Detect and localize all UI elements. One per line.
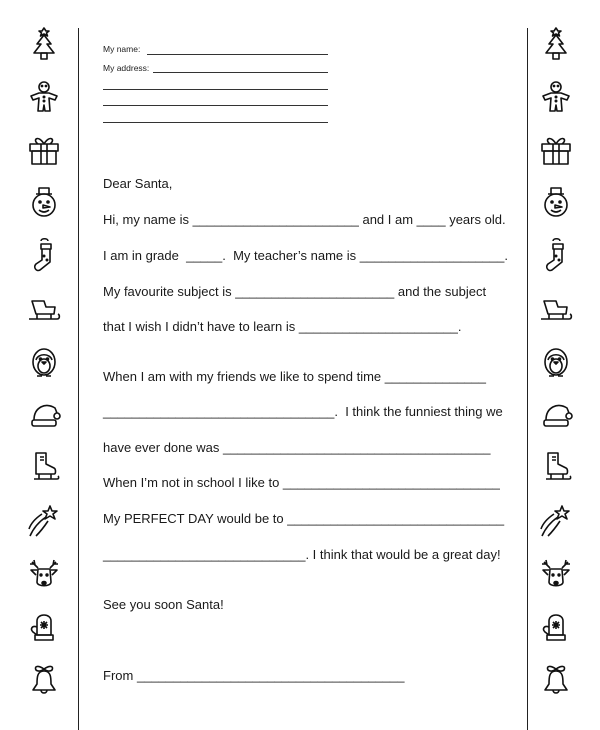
gingerbread-man-icon bbox=[24, 77, 64, 117]
santa-hat-icon bbox=[24, 395, 64, 435]
gift-box-icon bbox=[536, 130, 576, 170]
letter-line: have ever done was _____________________________________ bbox=[103, 440, 491, 455]
penguin-icon bbox=[536, 342, 576, 382]
letter-line: that I wish I didn’t have to learn is ______________________. bbox=[103, 319, 462, 334]
greeting: Dear Santa, bbox=[103, 176, 173, 191]
christmas-tree-icon bbox=[536, 24, 576, 64]
gingerbread-man-icon bbox=[536, 77, 576, 117]
santa-hat-icon bbox=[536, 395, 576, 435]
snowman-icon bbox=[24, 183, 64, 223]
letter-line: ____________________________. I think that would be a great day! bbox=[103, 547, 501, 562]
my-name-label: My name: bbox=[103, 44, 141, 54]
my-address-field[interactable] bbox=[153, 72, 328, 73]
sleigh-icon bbox=[536, 289, 576, 329]
address-line-3[interactable] bbox=[103, 105, 328, 106]
reindeer-icon bbox=[24, 554, 64, 594]
letter-line: I am in grade _____. My teacher’s name is ____________________. bbox=[103, 248, 508, 263]
shooting-star-icon bbox=[24, 501, 64, 541]
mitten-icon bbox=[24, 607, 64, 647]
address-line-4[interactable] bbox=[103, 122, 328, 123]
snowman-icon bbox=[536, 183, 576, 223]
shooting-star-icon bbox=[536, 501, 576, 541]
my-address-label: My address: bbox=[103, 63, 150, 73]
christmas-tree-icon bbox=[24, 24, 64, 64]
left-margin-rule bbox=[78, 28, 79, 730]
sleigh-icon bbox=[24, 289, 64, 329]
mitten-icon bbox=[536, 607, 576, 647]
letter-line: ________________________________. I think the funniest thing we bbox=[103, 404, 503, 419]
right-margin-rule bbox=[527, 28, 528, 730]
letter-line: Hi, my name is _______________________ and I am ____ years old. bbox=[103, 212, 506, 227]
bell-icon bbox=[536, 660, 576, 700]
stocking-icon bbox=[536, 236, 576, 276]
from-line: From _____________________________________ bbox=[103, 668, 405, 683]
ice-skate-icon bbox=[536, 448, 576, 488]
letter-line: My favourite subject is ______________________ and the subject bbox=[103, 284, 487, 299]
letter-line: When I am with my friends we like to spend time ______________ bbox=[103, 369, 486, 384]
letter-line: When I’m not in school I like to ______________________________ bbox=[103, 475, 500, 490]
my-name-field[interactable] bbox=[147, 54, 328, 55]
penguin-icon bbox=[24, 342, 64, 382]
address-line-2[interactable] bbox=[103, 89, 328, 90]
letter-line: My PERFECT DAY would be to ______________________________ bbox=[103, 511, 505, 526]
closing: See you soon Santa! bbox=[103, 597, 224, 612]
stocking-icon bbox=[24, 236, 64, 276]
gift-box-icon bbox=[24, 130, 64, 170]
ice-skate-icon bbox=[24, 448, 64, 488]
reindeer-icon bbox=[536, 554, 576, 594]
bell-icon bbox=[24, 660, 64, 700]
